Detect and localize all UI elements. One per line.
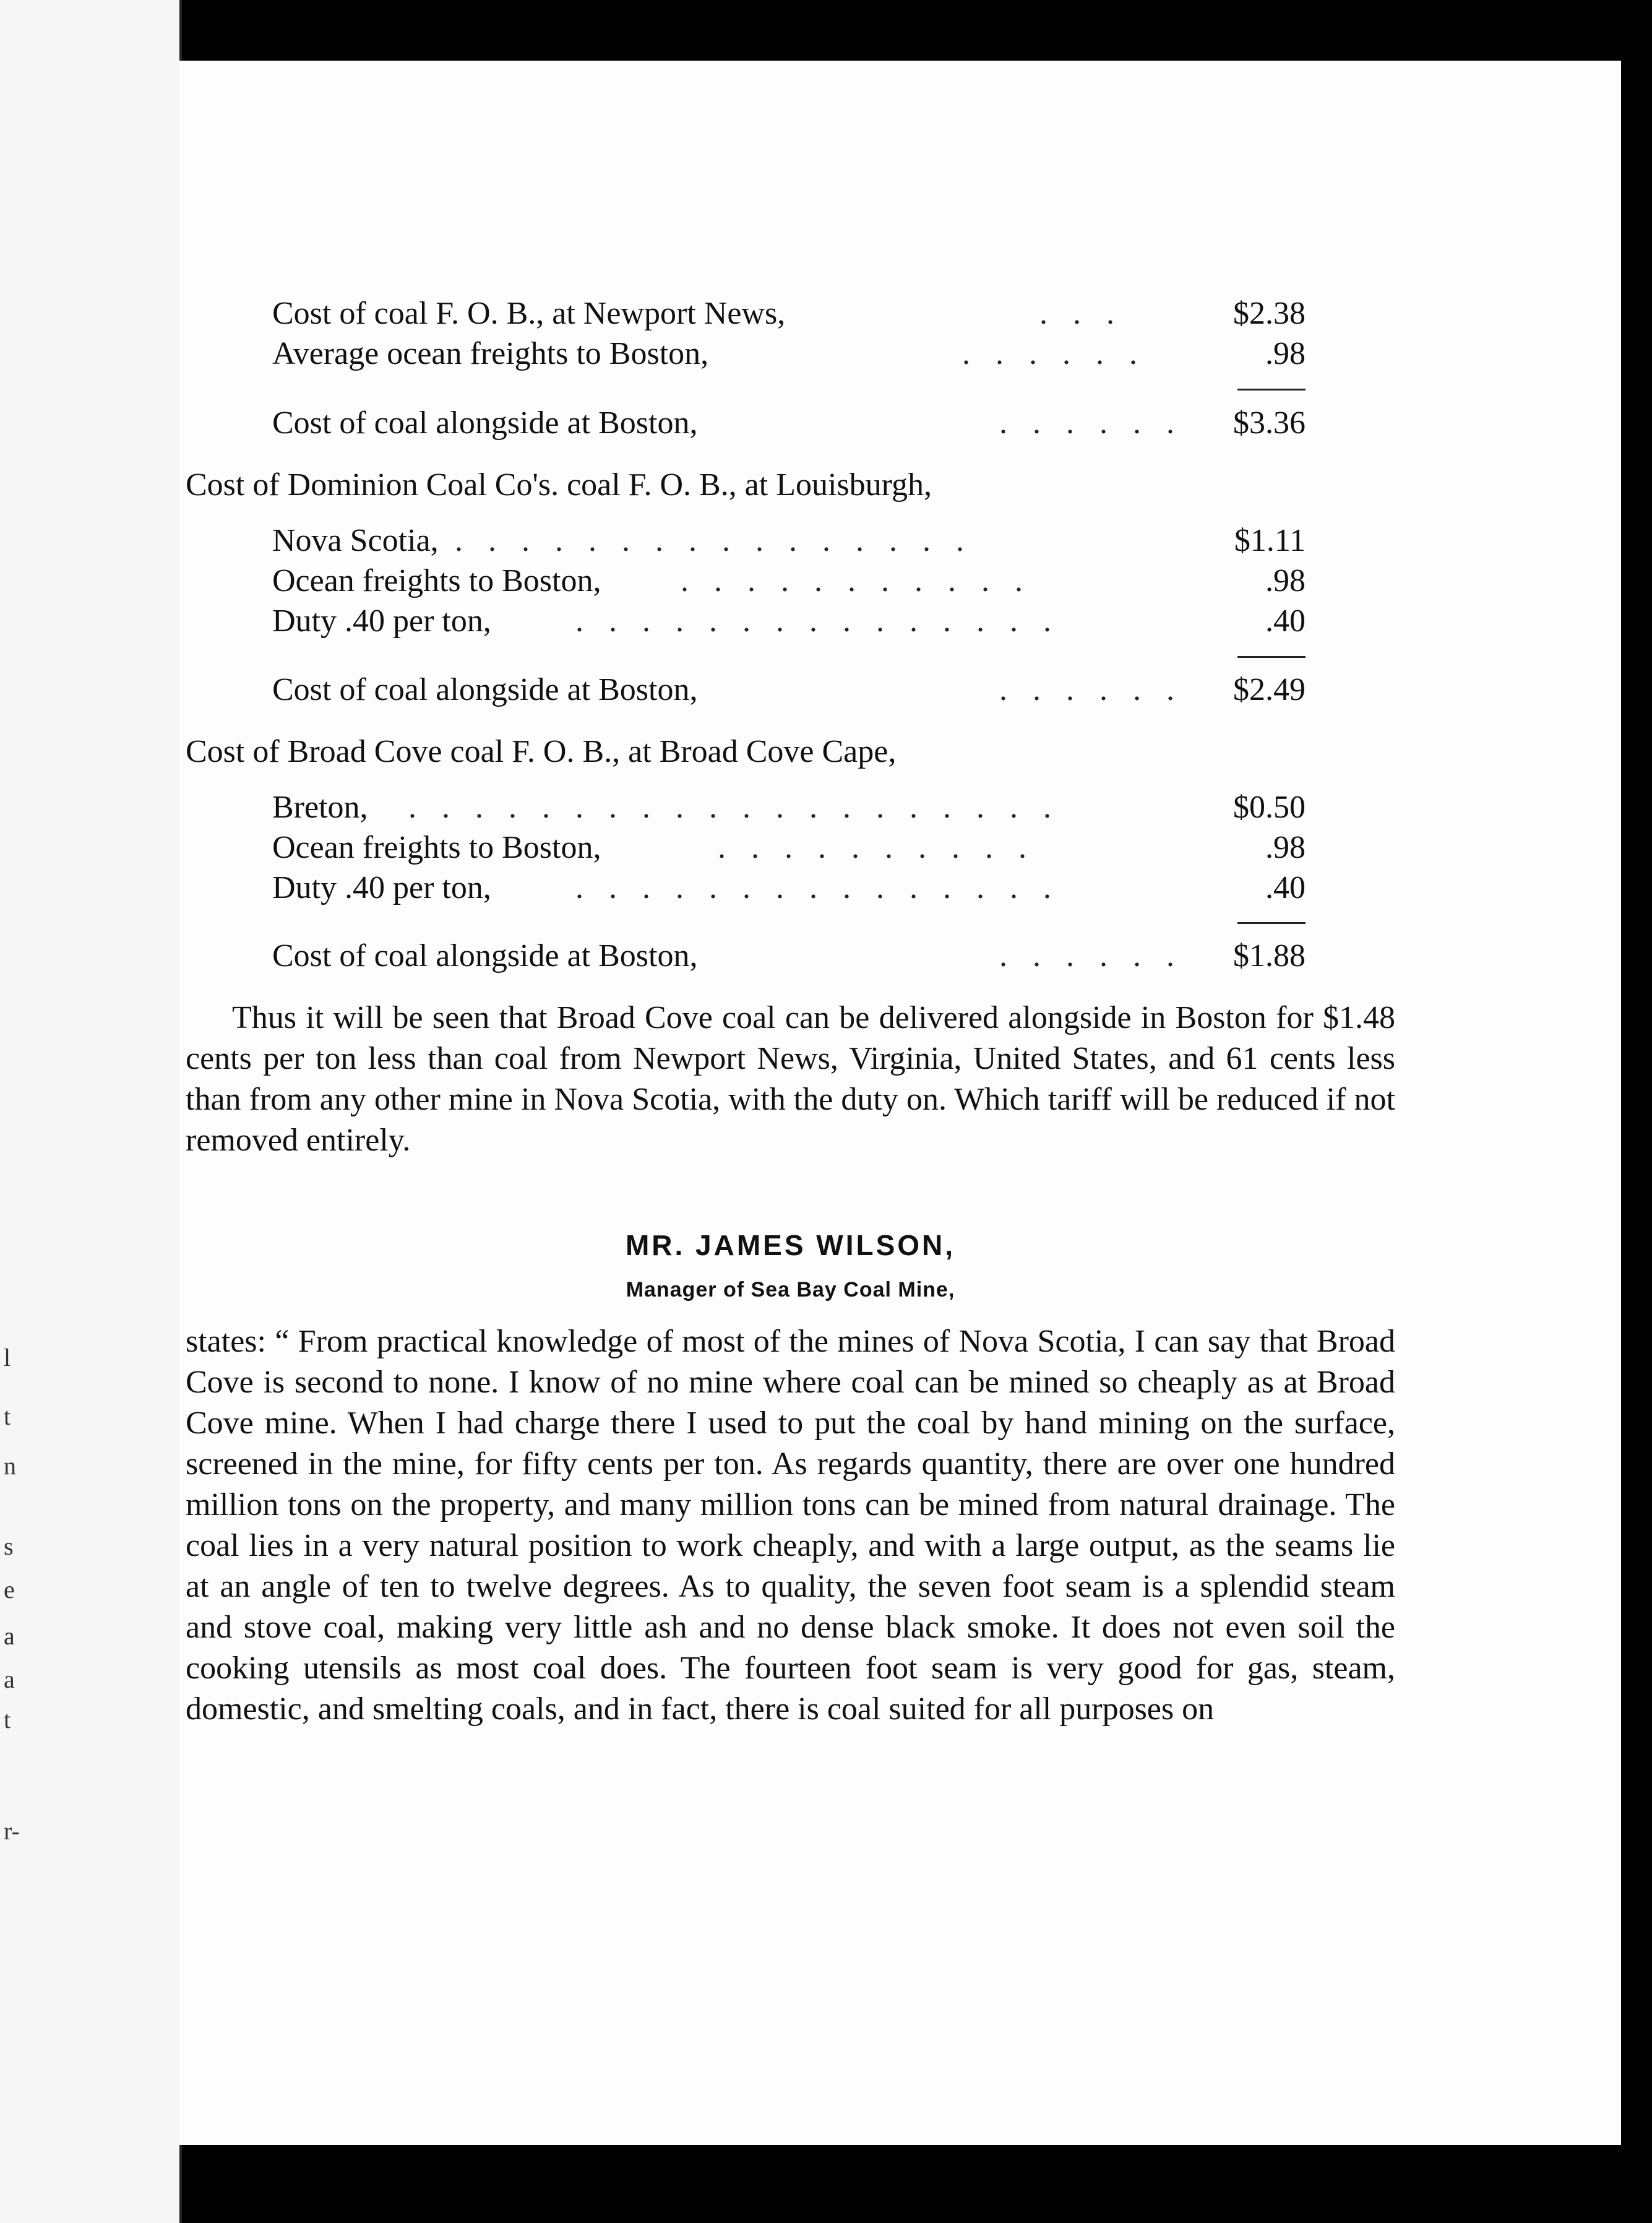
facing-page-letter: t: [4, 1706, 11, 1733]
sum-rule: [1237, 389, 1306, 391]
facing-page-letter: r-: [4, 1817, 20, 1845]
cost-label: Duty .40 per ton,: [272, 603, 491, 639]
facing-page-letter: s: [4, 1532, 14, 1560]
cost-row: [272, 788, 1306, 827]
cost-amount: .98: [1265, 830, 1306, 865]
cost-row: [272, 828, 1306, 868]
facing-page-letter: a: [4, 1622, 15, 1650]
cost-amount: .98: [1265, 563, 1306, 598]
dot-leader: . . . . . .: [999, 938, 1183, 973]
cost-amount: .40: [1265, 603, 1306, 639]
cost-row: [272, 334, 1306, 374]
cost-amount: .40: [1265, 870, 1306, 905]
total-row: [272, 670, 1306, 710]
total-amount: $3.36: [1233, 405, 1306, 441]
facing-page-letter: l: [4, 1344, 11, 1371]
facing-page-letter: a: [4, 1665, 15, 1693]
total-amount: $1.88: [1233, 938, 1306, 973]
section-heading: Cost of Broad Cove coal F. O. B., at Broad Cove Cape,: [186, 734, 897, 769]
cost-row: [272, 521, 1306, 561]
testimonial-text: states: “ From practical knowledge of most of the mines of Nova Scotia, I can say that Broad Cove is second to none. I know of no mine where coal can be mined so cheaply as at Broad Cove mine. When I had charge there I used to put the coal by hand mining on the surface, screened in the mine, for fifty cents per ton. As regards quantity, there are over one hundred million tons on the property, and many million tons can be mined from natural drainage. The coal lies in a very natural position to work cheaply, and with a large output, as the seams lie at an angle of ten to twelve degrees. As to quality, the seven foot seam is a splendid steam and stove coal, making very little ash and no dense black smoke. It does not even soil the cooking utensils as most coal does. The fourteen foot seam is very good for gas, steam, domestic, and smelting coals, and in fact, there is coal suited for all purposes on: [186, 1324, 1395, 1727]
cost-amount: $1.11: [1234, 523, 1306, 558]
dot-leader: . . . . . . . . . .: [718, 830, 1035, 865]
cost-amount: $0.50: [1233, 790, 1306, 825]
cost-label: Duty .40 per ton,: [272, 870, 491, 905]
cost-label: Breton,: [272, 790, 368, 825]
dot-leader: . . . . . .: [999, 405, 1183, 441]
cost-row: [272, 294, 1306, 334]
cost-row: [272, 561, 1306, 601]
facing-page-letter: t: [4, 1402, 11, 1430]
dot-leader: . . . . . . . . . . . . . . . .: [455, 523, 973, 558]
testimonial-title: Manager of Sea Bay Coal Mine,: [626, 1278, 955, 1301]
cost-label: Cost of coal F. O. B., at Newport News,: [272, 296, 786, 331]
total-label: Cost of coal alongside at Boston,: [272, 938, 698, 973]
facing-page-edge: [0, 0, 182, 2223]
testimonial-name: MR. JAMES WILSON,: [625, 1229, 956, 1261]
dot-leader: . . . . . . . . . . .: [681, 563, 1031, 598]
cost-label: Nova Scotia,: [272, 523, 439, 558]
cost-label: Ocean freights to Boston,: [272, 830, 601, 865]
facing-page-letter: e: [4, 1576, 15, 1604]
dot-leader: . . . . . .: [999, 672, 1183, 707]
dot-leader: . . . . . . . . . . . . . . .: [575, 870, 1060, 905]
total-label: Cost of coal alongside at Boston,: [272, 405, 698, 441]
summary-text: Thus it will be seen that Broad Cove coal can be delivered alongside in Boston for $1.48 cents per ton less than coal from Newport News, Virginia, United States, and 61 cents less than from any other mine in Nova Scotia, with the duty on. Which tariff will be reduced if not removed entirely.: [186, 1000, 1395, 1158]
summary-paragraph: [186, 998, 1395, 1161]
facing-page-letter: n: [4, 1452, 16, 1480]
cost-label: Ocean freights to Boston,: [272, 563, 601, 598]
cost-row: [272, 602, 1306, 641]
sum-rule: [1237, 922, 1306, 924]
section-heading: Cost of Dominion Coal Co's. coal F. O. B., at Louisburgh,: [186, 467, 932, 503]
sum-rule: [1237, 656, 1306, 658]
cost-amount: .98: [1265, 336, 1306, 371]
total-label: Cost of coal alongside at Boston,: [272, 672, 698, 707]
total-row: [272, 404, 1306, 443]
cost-amount: $2.38: [1233, 296, 1306, 331]
dot-leader: . . . . . . . . . . . . . . . . . . . .: [408, 790, 1060, 825]
total-amount: $2.49: [1233, 672, 1306, 707]
dot-leader: . . . . . . . . . . . . . . .: [575, 603, 1060, 639]
cost-row: [272, 868, 1306, 908]
total-row: [272, 936, 1306, 976]
dot-leader: . . . . . .: [962, 336, 1146, 371]
dot-leader: . . .: [1039, 296, 1123, 331]
cost-label: Average ocean freights to Boston,: [272, 336, 709, 371]
